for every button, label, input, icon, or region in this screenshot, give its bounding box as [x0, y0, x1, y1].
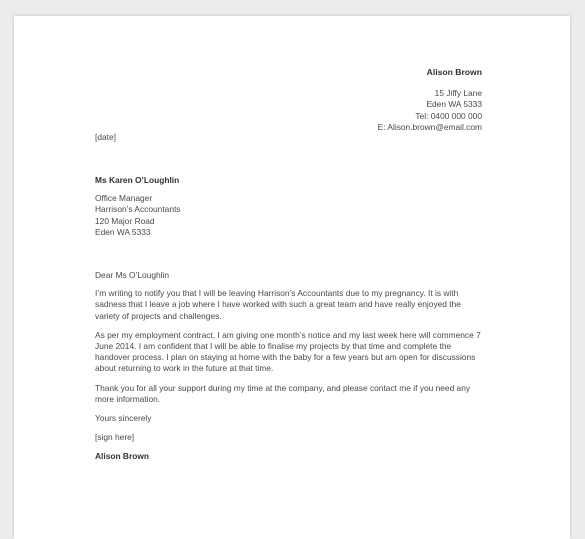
recipient-block	[95, 175, 181, 238]
signer-name: Alison Brown	[95, 451, 149, 462]
sender-address-line: Eden WA 5333	[426, 99, 482, 110]
recipient-company: Harrison’s Accountants	[95, 204, 181, 215]
recipient-name: Ms Karen O’Loughlin	[95, 175, 180, 185]
paragraph: I’m writing to notify you that I will be leaving Harrison’s Accountants due to my pregnancy. It is with sadness that I leave a job where I have worked with such a great team and have really enjoyed the variety of projects and challenges.	[95, 288, 461, 321]
letter-body	[95, 270, 485, 471]
signature-placeholder: [sign here]	[95, 432, 135, 443]
paragraph: As per my employment contract, I am giving one month’s notice and my last week here will commence 7 June 2014. I am confident that I will be able to finalise my projects by that time and complete the handover process. I plan on staying at home with the baby for a few years but am open for discussions about returning to work in the future at that time.	[95, 329, 481, 374]
sender-name: Alison Brown	[426, 67, 482, 77]
letter-page	[14, 16, 570, 539]
date-placeholder: [date]	[95, 132, 116, 142]
sender-block	[378, 67, 482, 133]
sender-address-line: 15 Jiffy Lane	[434, 88, 482, 99]
recipient-street: 120 Major Road	[95, 215, 155, 226]
closing: Yours sincerely	[95, 413, 152, 424]
recipient-title: Office Manager	[95, 193, 153, 204]
sender-phone: Tel: 0400 000 000	[415, 110, 482, 121]
paragraph: Thank you for all your support during my time at the company, and please contact me if you need any more information.	[95, 382, 471, 404]
recipient-city: Eden WA 5333	[95, 226, 151, 237]
salutation: Dear Ms O’Loughlin	[95, 270, 170, 280]
sender-email: E: Alison.brown@email.com	[377, 121, 482, 132]
